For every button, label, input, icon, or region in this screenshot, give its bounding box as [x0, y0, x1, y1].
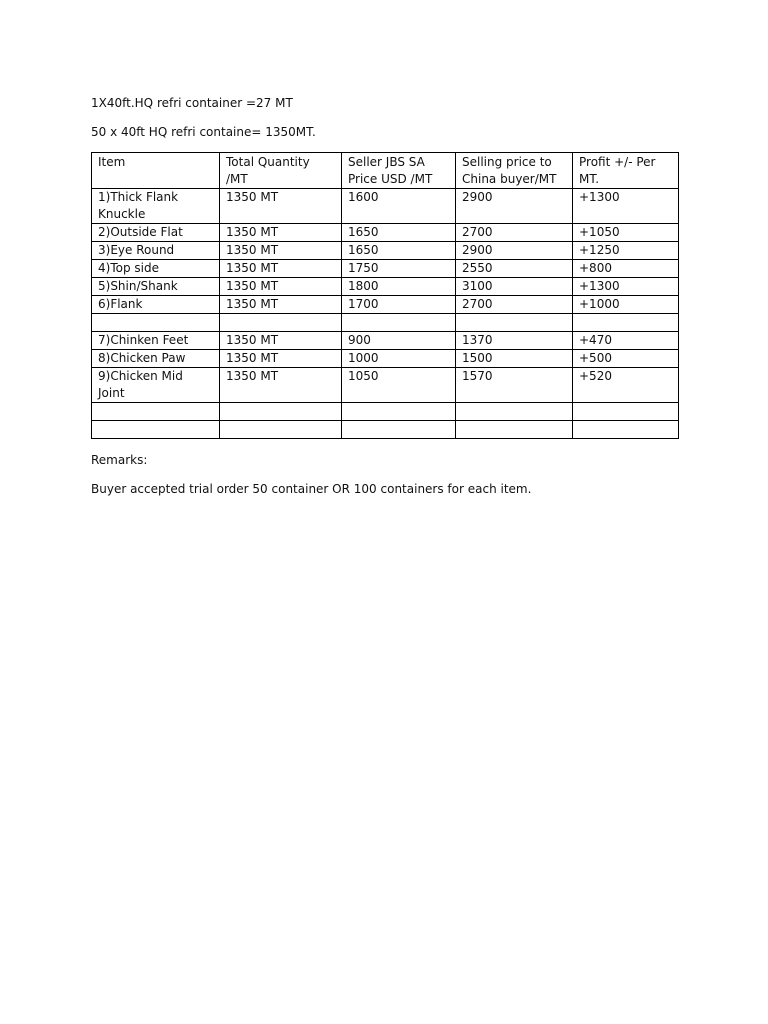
cell-item: 8)Chicken Paw [92, 350, 220, 368]
table-row [92, 224, 679, 242]
cell-quantity: 1350 MT [220, 260, 342, 278]
cell-profit: +1050 [573, 224, 679, 242]
table-header [92, 153, 679, 189]
cell-profit: +520 [573, 368, 679, 403]
cell-empty [573, 314, 679, 332]
cell-empty [573, 421, 679, 439]
cell-seller-price: 1000 [342, 350, 456, 368]
cell-quantity: 1350 MT [220, 332, 342, 350]
cell-quantity: 1350 MT [220, 350, 342, 368]
cell-quantity: 1350 MT [220, 224, 342, 242]
cell-empty [220, 403, 342, 421]
cell-selling-price: 2900 [456, 189, 573, 224]
cell-profit: +470 [573, 332, 679, 350]
cell-quantity: 1350 MT [220, 242, 342, 260]
table-row-empty [92, 314, 679, 332]
table-row [92, 260, 679, 278]
cell-item: 6)Flank [92, 296, 220, 314]
cell-empty [342, 421, 456, 439]
cell-empty [342, 403, 456, 421]
table-row-empty [92, 403, 679, 421]
table-row-empty [92, 421, 679, 439]
cell-selling-price: 1570 [456, 368, 573, 403]
cell-empty [220, 314, 342, 332]
cell-empty [456, 421, 573, 439]
cell-selling-price: 2700 [456, 224, 573, 242]
cell-profit: +1300 [573, 278, 679, 296]
cell-seller-price: 1700 [342, 296, 456, 314]
cell-seller-price: 1050 [342, 368, 456, 403]
remarks-label: Remarks: [91, 453, 148, 467]
cell-selling-price: 2700 [456, 296, 573, 314]
cell-empty [456, 403, 573, 421]
table-row [92, 278, 679, 296]
price-table [91, 152, 679, 439]
cell-quantity: 1350 MT [220, 278, 342, 296]
total-containers-note: 50 x 40ft HQ refri containe= 1350MT. [91, 125, 316, 139]
table-row [92, 189, 679, 224]
cell-seller-price: 1750 [342, 260, 456, 278]
cell-item: 4)Top side [92, 260, 220, 278]
header-selling-price: Selling price to China buyer/MT [456, 153, 573, 189]
cell-quantity: 1350 MT [220, 368, 342, 403]
cell-empty [92, 403, 220, 421]
cell-profit: +800 [573, 260, 679, 278]
cell-item: 9)Chicken Mid Joint [92, 368, 220, 403]
remarks-text: Buyer accepted trial order 50 container OR 100 containers for each item. [91, 482, 532, 496]
table-row [92, 296, 679, 314]
table-row [92, 242, 679, 260]
table-row [92, 368, 679, 403]
cell-quantity: 1350 MT [220, 296, 342, 314]
cell-seller-price: 1800 [342, 278, 456, 296]
header-total-quantity: Total Quantity /MT [220, 153, 342, 189]
cell-selling-price: 1500 [456, 350, 573, 368]
cell-seller-price: 900 [342, 332, 456, 350]
table-row [92, 350, 679, 368]
header-seller-price: Seller JBS SA Price USD /MT [342, 153, 456, 189]
cell-selling-price: 2550 [456, 260, 573, 278]
cell-seller-price: 1650 [342, 224, 456, 242]
cell-item: 5)Shin/Shank [92, 278, 220, 296]
cell-item: 3)Eye Round [92, 242, 220, 260]
cell-profit: +1000 [573, 296, 679, 314]
cell-seller-price: 1600 [342, 189, 456, 224]
cell-item: 1)Thick Flank Knuckle [92, 189, 220, 224]
cell-item: 2)Outside Flat [92, 224, 220, 242]
cell-seller-price: 1650 [342, 242, 456, 260]
cell-empty [456, 314, 573, 332]
cell-empty [92, 421, 220, 439]
cell-profit: +1250 [573, 242, 679, 260]
table-row [92, 332, 679, 350]
cell-item: 7)Chinken Feet [92, 332, 220, 350]
cell-empty [92, 314, 220, 332]
cell-quantity: 1350 MT [220, 189, 342, 224]
cell-empty [342, 314, 456, 332]
cell-selling-price: 1370 [456, 332, 573, 350]
table-body [92, 189, 679, 439]
container-capacity-note: 1X40ft.HQ refri container =27 MT [91, 96, 293, 110]
cell-profit: +500 [573, 350, 679, 368]
header-profit: Profit +/- Per MT. [573, 153, 679, 189]
cell-empty [220, 421, 342, 439]
cell-empty [573, 403, 679, 421]
header-row [92, 153, 679, 189]
cell-profit: +1300 [573, 189, 679, 224]
cell-selling-price: 2900 [456, 242, 573, 260]
cell-selling-price: 3100 [456, 278, 573, 296]
header-item: Item [92, 153, 220, 189]
